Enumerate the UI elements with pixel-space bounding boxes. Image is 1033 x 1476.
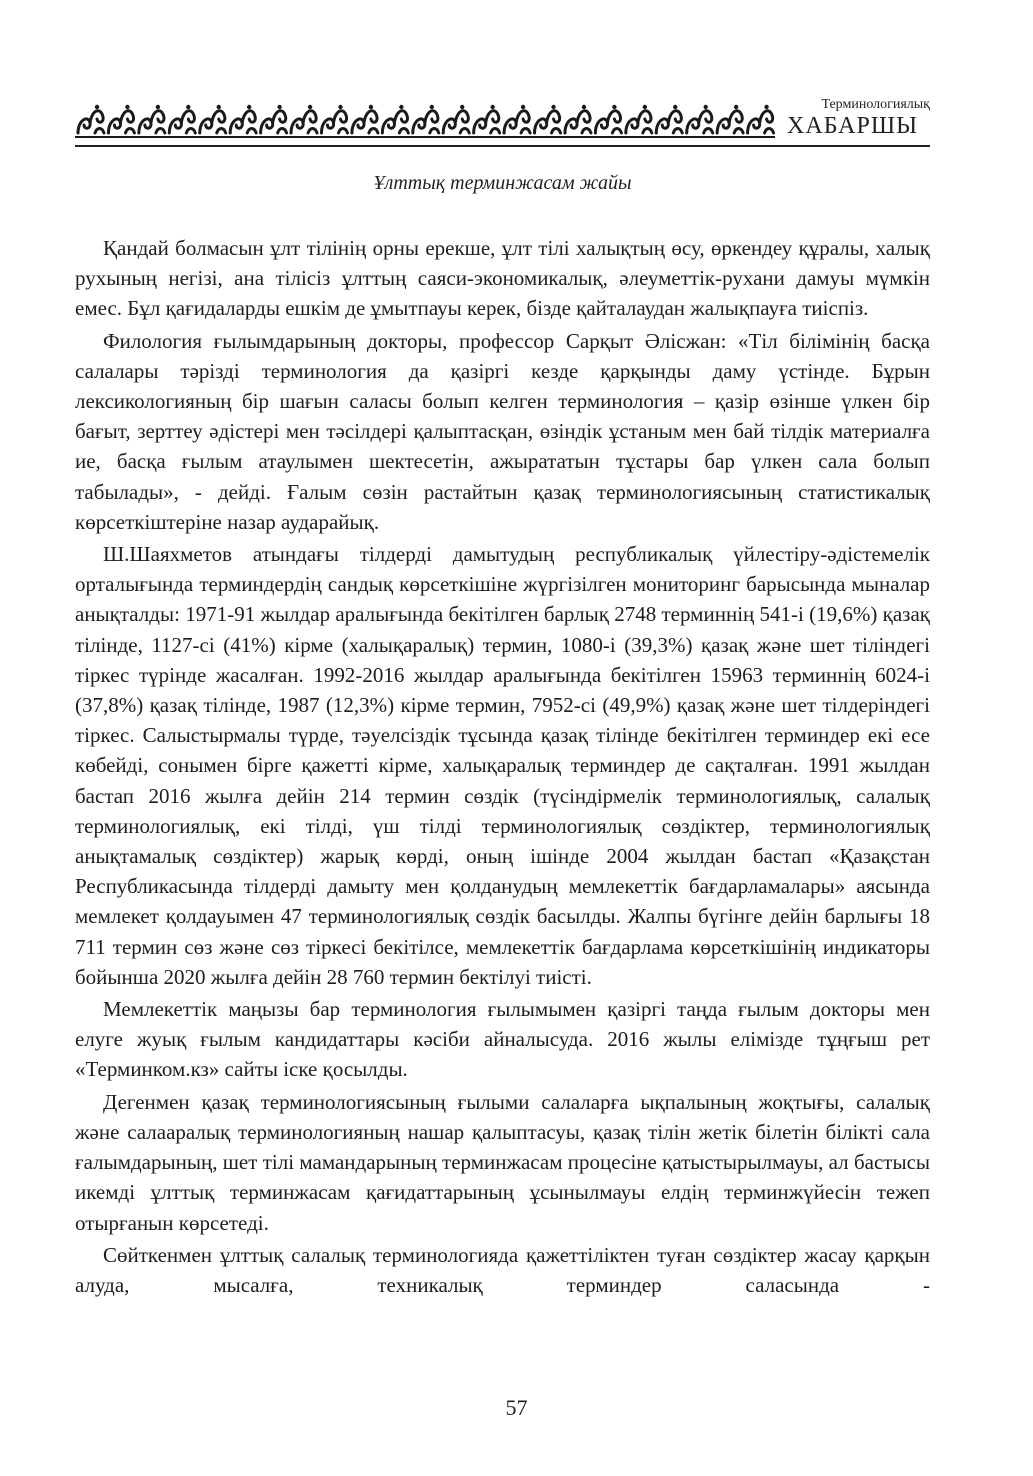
ornament-motif [169, 105, 195, 133]
ornament-motif [200, 105, 226, 133]
ornament-motif [261, 105, 287, 133]
journal-name-small: Терминологиялық [821, 97, 930, 112]
ornament-motif [443, 105, 469, 133]
ornament-motif [474, 105, 500, 133]
running-header [75, 95, 930, 147]
journal-brand [770, 97, 930, 139]
ornament-motif [230, 105, 256, 133]
ornament-motif [687, 105, 713, 133]
ornament-motif [78, 105, 104, 133]
ornament-motif [504, 105, 530, 133]
ornament-motif [108, 105, 134, 133]
ornament-motif [291, 105, 317, 133]
ornament-motif [717, 105, 743, 133]
ornament-motif [382, 105, 408, 133]
article-body [75, 233, 930, 1302]
ornament-motif [595, 105, 621, 133]
paragraph-6: Сөйткенмен ұлттық салалық терминологияда қажеттіліктен туған сөздіктер жасау қарқын алуда, мысалға, техникалық терминдер саласында - [75, 1242, 930, 1297]
page-number: 57 [505, 1395, 528, 1420]
section-title: Ұлттық терминжасам жайы [373, 172, 632, 194]
ornament-motif [565, 105, 591, 133]
ornament-motif [413, 105, 439, 133]
kazakh-ornament-icon [75, 99, 775, 139]
paragraph-1: Қандай болмасын ұлт тілінің орны ерекше, ұлт тілі халықтың өсу, өркендеу құралы, халық рухының негізі, ана тілісіз ұлттың саяси-экономикалық, әлеуметтік-рухани дамуы мүмкін емес. Бұл қағидаларды ешкім де ұмытпауы керек, бізде қайталаудан жалықпауға тиіспіз. [75, 236, 930, 321]
paragraph-3: Ш.Шаяхметов атындағы тілдерді дамытудың республикалық үйлестіру-әдістемелік орталығында терминдердің сандық көрсеткішіне жүргізілген мониторинг барысында мыналар анықталды: 1971-91 жылдар аралығында бекітілген барлық 2748 терминнің 541-і (19,6%) қазақ тілінде, 1127-сі (41%) кірме (халықаралық) термин, 1080-і (39,3%) қазақ және шет тіліндегі тіркес түрінде жасалған. 1992-2016 жылдар аралығында бекітілген 15963 терминнің 6024-і (37,8%) қазақ тілінде, 1987 (12,3%) кірме термин, 7952-сі (49,9%) қазақ және шет тілдеріндегі тіркес. Салыстырмалы түрде, тәуелсіздік тұсында қазақ тілінде бекітілген терминдер екі есе көбейді, сонымен бірге қажетті кірме, халықаралық терминдер де сақталған. 1991 жылдан бастап 2016 жылға дейін 214 термин сөздік (түсіндірмелік терминологиялық, салалық терминологиялық, екі тілді, үш тілді терминологиялық сөздіктер, терминологиялық анықтамалық сөздіктер) жарық көрді, оның ішінде 2004 жылдан бастап «Қазақстан Республикасында тілдерді дамыту мен қолданудың мемлекеттік бағдарламалары» аясында мемлекет қолдауымен 47 терминологиялық сөздік басылды. Жалпы бүгінге дейін барлығы 18 711 термин сөз және сөз тіркесі бекітілсе, мемлекеттік бағдарлама көрсеткішінің индикаторы бойынша 2020 жылға дейін 28 760 термин бектілуі тиісті. [75, 542, 930, 989]
paragraph-2: Филология ғылымдарының докторы, профессор Сарқыт Әлісжан: «Тіл білімінің басқа салалары тәрізді терминология да қазіргі кезде қарқынды даму үстінде. Бұрын лексикологияның бір шағын саласы болып келген терминология – қазір өзінше үлкен бір бағыт, зерттеу әдістері мен тәсілдері қалыптасқан, өзіндік ұстаным мен бай тілдік материалға ие, басқа ғылым атаулымен шектесетін, ажырататын тұстары бар үлкен сала болып табылады», - дейді. Ғалым сөзін растайтын қазақ терминологиясының статистикалық көрсеткіштеріне назар аударайық. [75, 328, 930, 534]
paragraph-4: Мемлекеттік маңызы бар терминология ғылымымен қазіргі таңда ғылым докторы мен елуге жуық ғылым кандидаттары кәсіби айналысуда. 2016 жылы елімізде тұңғыш рет «Терминком.кз» сайты іске қосылды. [75, 997, 930, 1082]
ornament-motif [139, 105, 165, 133]
paragraph-5: Дегенмен қазақ терминологиясының ғылыми салаларға ықпалының жоқтығы, салалық және салааралық терминологияның нашар қалыптасуы, қазақ тілін жетік білетін білікті сала ғалымдарының, шет тілі мамандарының терминжасам процесіне қатыстырылмауы, ал бастысы икемді ұлттық терминжасам қағидаттарының ұсынылмауы елдің терминжүйесін тежеп отырғанын көрсетеді. [75, 1089, 930, 1235]
header-rule [75, 145, 930, 147]
ornament-motif [321, 105, 347, 133]
ornament-motif [352, 105, 378, 133]
ornament-motif [626, 105, 652, 133]
ornament-motif [535, 105, 561, 133]
ornament-motif [656, 105, 682, 133]
journal-name-big: ХАБАРШЫ [787, 113, 918, 139]
